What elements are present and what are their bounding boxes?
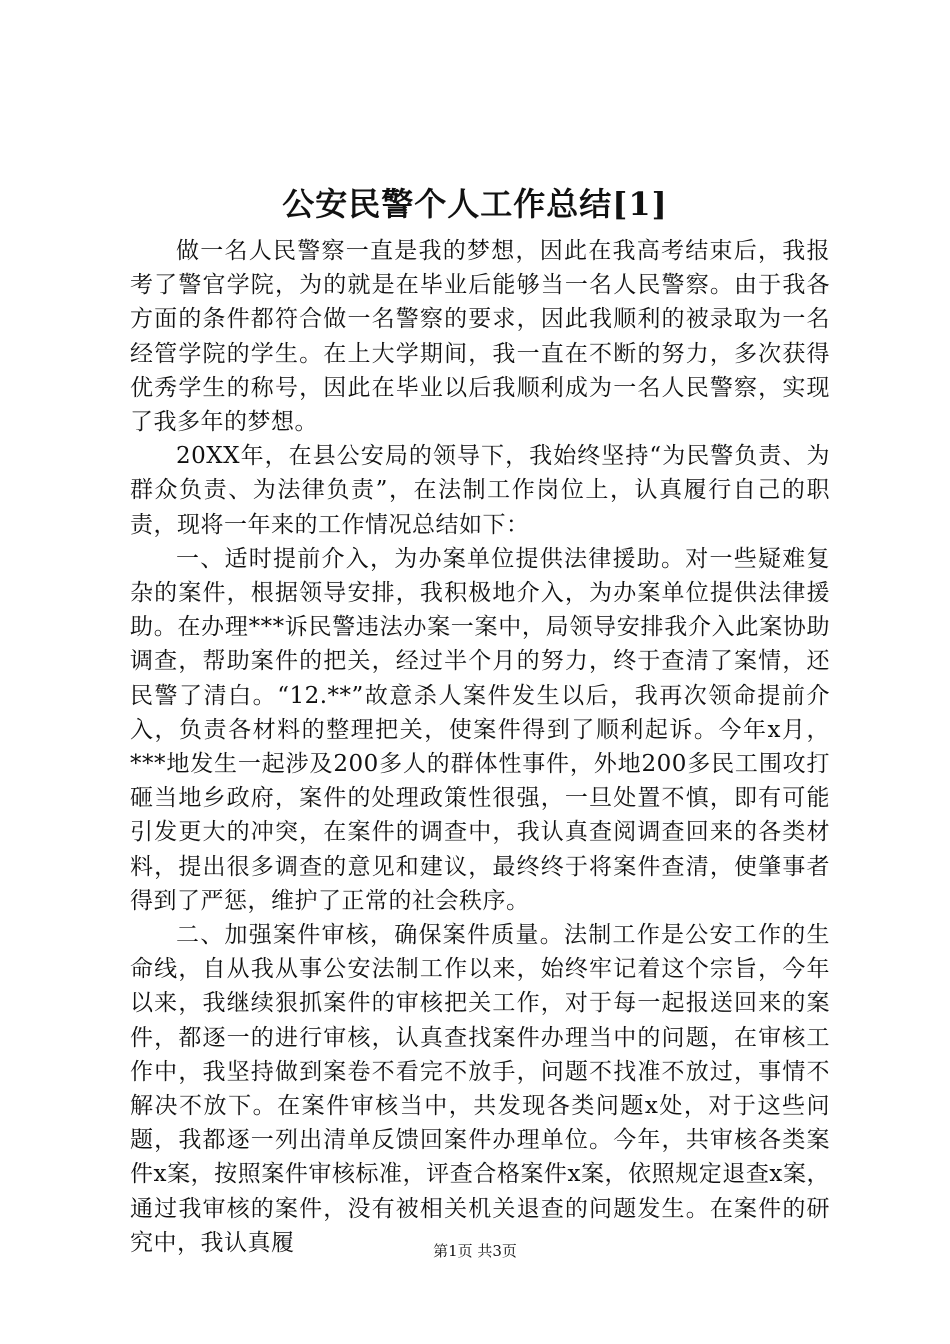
- page-footer: 第1页 共3页: [433, 1242, 517, 1260]
- document-body: [130, 234, 830, 1260]
- paragraph-intro: 做一名人民警察一直是我的梦想，因此在我高考结束后，我报考了警官学院，为的就是在毕业后能够当一名人民警察。由于我各方面的条件都符合做一名警察的要求，因此我顺利的被录取为一名经管学院的学生。在上大学期间，我一直在不断的努力，多次获得优秀学生的称号，因此在毕业以后我顺利成为一名人民警察，实现了我多年的梦想。: [130, 238, 830, 436]
- paragraph-section-one: 一、适时提前介入，为办案单位提供法律援助。对一些疑难复杂的案件，根据领导安排，我积极地介入，为办案单位提供法律援助。在办理***诉民警违法办案一案中，局领导安排我介入此案协助调查，帮助案件的把关，经过半个月的努力，终于查清了案情，还民警了清白。“12.**”故意杀人案件发生以后，我再次领命提前介入，负责各材料的整理把关，使案件得到了顺利起诉。今年x月，***地发生一起涉及200多人的群体性事件，外地200多民工围攻打砸当地乡政府，案件的处理政策性很强，一旦处置不慎，即有可能引发更大的冲突，在案件的调查中，我认真查阅调查回来的各类材料，提出很多调查的意见和建议，最终终于将案件查清，使肇事者得到了严惩，维护了正常的社会秩序。: [130, 545, 830, 914]
- document-title: 公安民警个人工作总结[1]: [282, 185, 668, 223]
- paragraph-summary-lead: 20XX年，在县公安局的领导下，我始终坚持“为民警负责、为群众负责、为法律负责”，在法制工作岗位上，认真履行自己的职责，现将一年来的工作情况总结如下：: [130, 443, 830, 538]
- paragraph-section-two: 二、加强案件审核，确保案件质量。法制工作是公安工作的生命线，自从我从事公安法制工作以来，始终牢记着这个宗旨，今年以来，我继续狠抓案件的审核把关工作，对于每一起报送回来的案件，都逐一的进行审核，认真查找案件办理当中的问题，在审核工作中，我坚持做到案卷不看完不放手，问题不找准不放过，事情不解决不放下。在案件审核当中，共发现各类问题x处，对于这些问题，我都逐一列出清单反馈回案件办理单位。今年，共审核各类案件x案，按照案件审核标准，评查合格案件x案，依照规定退查x案，通过我审核的案件，没有被相关机关退查的问题发生。在案件的研究中，我认真履: [130, 922, 830, 1256]
